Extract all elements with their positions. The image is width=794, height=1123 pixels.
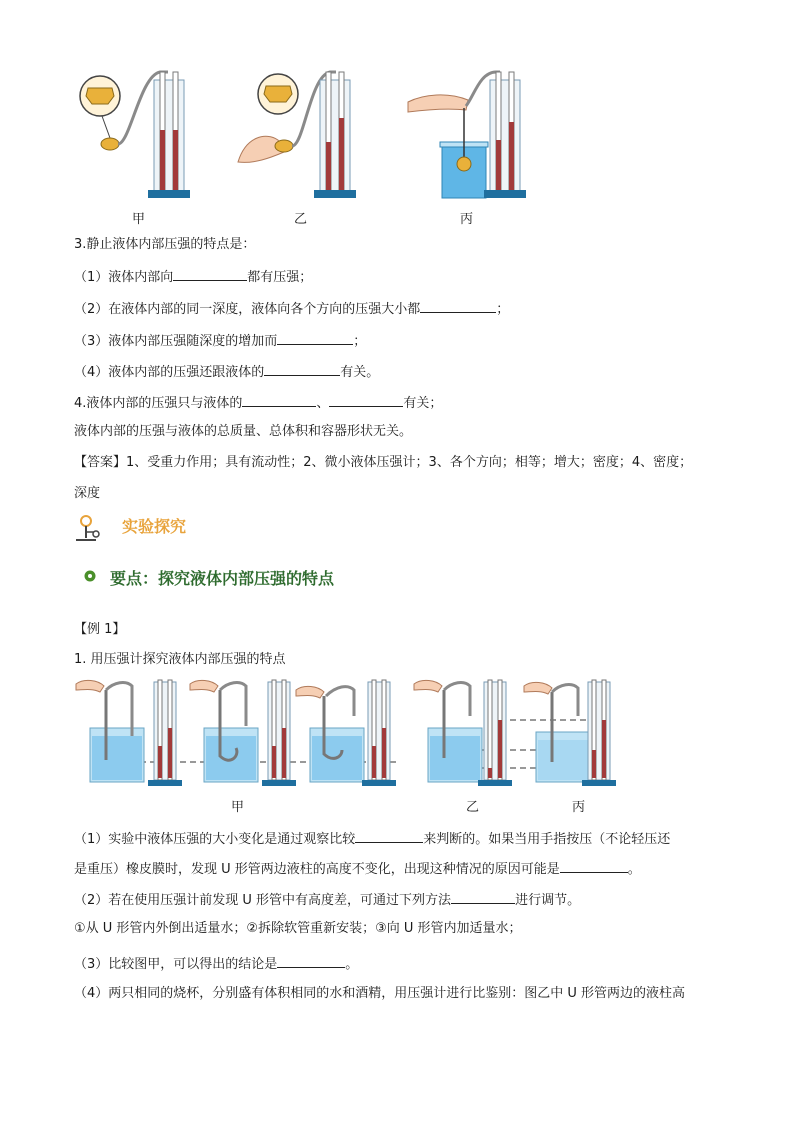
q1-part-c: 是重压）橡皮膜时，发现 U 形管两边液柱的高度不变化，出现这种情况的原因可能是 <box>74 862 560 877</box>
section4-blank-1 <box>242 392 316 407</box>
example-tag: 【例 1】 <box>74 622 126 637</box>
section4-suffix: 有关； <box>403 396 443 411</box>
keypoint-title: 要点：探究液体内部压强的特点 <box>110 569 335 588</box>
section3-heading: 3.静止液体内部压强的特点是： <box>74 237 256 252</box>
q1-part-b: 来判断的。如果当用手指按压（不论轻压还 <box>423 832 671 847</box>
item-1-suffix: 都有压强； <box>247 270 313 285</box>
experiment-title: 实验探究 <box>122 517 187 536</box>
beaker-5 <box>524 680 616 786</box>
question-1-line-1 <box>74 828 670 849</box>
beaker-3 <box>296 680 396 786</box>
item-3-blank <box>277 330 353 345</box>
section4-note: 液体内部的压强与液体的总质量、总体积和容器形状无关。 <box>74 424 413 439</box>
q3-part-a: （3）比较图甲，可以得出的结论是 <box>74 957 278 972</box>
beaker-4 <box>414 680 512 786</box>
question-4-line: （4）两只相同的烧杯，分别盛有体积相同的水和酒精，用压强计进行比鉴别：图乙中 U 形管两边的液柱高 <box>74 986 686 1001</box>
top-figure-label-yi: 乙 <box>294 212 308 227</box>
section4-blank-2 <box>329 392 403 407</box>
beaker-2 <box>190 680 296 786</box>
example-figure-label-bing: 丙 <box>572 800 586 815</box>
q1-part-d: 。 <box>627 862 641 877</box>
item-1-prefix: （1）液体内部向 <box>74 270 174 285</box>
item-2-blank <box>420 298 496 313</box>
item-2-suffix: ； <box>496 302 510 317</box>
top-figure-label-jia: 甲 <box>132 212 146 227</box>
section3-item-3 <box>74 330 366 351</box>
example-figure <box>70 676 630 788</box>
section3-item-1 <box>74 266 312 287</box>
example-question: 1. 用压强计探究液体内部压强的特点 <box>74 652 286 667</box>
question-3-line <box>74 953 358 974</box>
answer-line-2: 深度 <box>74 486 101 501</box>
item-4-blank <box>264 361 340 376</box>
item-2-prefix: （2）在液体内部的同一深度，液体向各个方向的压强大小都 <box>74 302 421 317</box>
q3-part-b: 。 <box>345 957 359 972</box>
gauge-yi-illustration <box>236 66 364 200</box>
flask-stand-icon <box>72 514 102 544</box>
q3-blank <box>277 953 345 968</box>
gauge-bing-illustration <box>404 66 528 200</box>
q1-blank-2 <box>560 858 628 873</box>
section3-item-4 <box>74 361 379 382</box>
question-1-line-2 <box>74 858 641 879</box>
example-figure-label-jia: 甲 <box>231 800 245 815</box>
item-1-blank <box>173 266 247 281</box>
q1-part-a: （1）实验中液体压强的大小变化是通过观察比较 <box>74 832 356 847</box>
q2-blank <box>451 889 515 904</box>
beaker-1 <box>76 680 182 786</box>
item-4-suffix: 有关。 <box>340 365 380 380</box>
bullet-dot-icon <box>84 570 96 582</box>
answer-line-1: 【答案】1、受重力作用；具有流动性；2、微小液体压强计；3、各个方向；相等；增大；密度；4、密度； <box>74 455 693 470</box>
q1-blank-1 <box>355 828 423 843</box>
example-figure-label-yi: 乙 <box>466 800 480 815</box>
top-figure-label-bing: 丙 <box>460 212 474 227</box>
gauge-jia-illustration <box>80 66 200 200</box>
item-3-suffix: ； <box>353 334 367 349</box>
section4-middle: 、 <box>316 396 330 411</box>
item-4-prefix: （4）液体内部的压强还跟液体的 <box>74 365 265 380</box>
q2-part-a: （2）若在使用压强计前发现 U 形管中有高度差，可通过下列方法 <box>74 893 452 908</box>
q2-part-b: 进行调节。 <box>515 893 581 908</box>
question-2-line <box>74 889 580 910</box>
item-3-prefix: （3）液体内部压强随深度的增加而 <box>74 334 278 349</box>
section3-item-2 <box>74 298 509 319</box>
section4-prefix: 4.液体内部的压强只与液体的 <box>74 396 243 411</box>
section4-line <box>74 392 442 413</box>
question-2-options: ①从 U 形管内外倒出适量水；②拆除软管重新安装；③向 U 形管内加适量水； <box>74 921 522 936</box>
